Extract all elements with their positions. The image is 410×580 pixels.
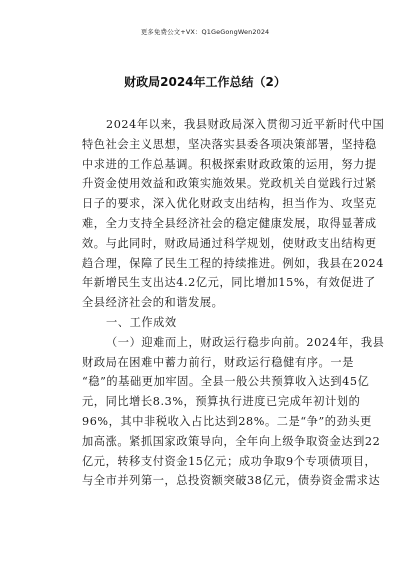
document-title: 财政局2024年工作总结（2） — [124, 75, 286, 89]
paragraph-1-line: 趋合理，保障了民生工程的持续推进。例如，我县在2024 — [82, 256, 384, 270]
paragraph-2-line: 96%，其中非税收入占比达到28%。二是“争”的劲头更 — [82, 414, 372, 428]
paragraph-1-line: 年新增民生支出达4.2亿元，同比增加15%，有效促进了 — [82, 276, 376, 290]
paragraph-1-line: 全县经济社会的和谐发展。 — [82, 296, 224, 310]
paragraph-2-line: 加高涨。紧抓国家政策导向，全年向上级争取资金达到22 — [82, 434, 381, 448]
paragraph-1-line: 2024年以来，我县财政局深入贯彻习近平新时代中国 — [106, 118, 385, 131]
paragraph-1-line: 效。与此同时，财政局通过科学规划，使财政支出结构更 — [82, 236, 377, 250]
paragraph-1-line: 日子的要求，深入优化财政支出结构，担当作为、攻坚克 — [82, 197, 377, 211]
paragraph-2-line: “稳”的基础更加牢固。全县一般公共预算收入达到45亿 — [82, 375, 370, 389]
paragraph-1-line: 难，全力支持全县经济社会的稳定健康发展，取得显著成 — [82, 216, 377, 230]
paragraph-2-line: 元，同比增长8.3%，预算执行进度已完成年初计划的 — [82, 395, 361, 409]
paragraph-1-line: 中求进的工作总基调。积极探索财政政策的运用，努力提 — [82, 157, 377, 171]
header-note: 更多免费公文+VX：Q1GeGongWen2024 — [140, 28, 270, 36]
paragraph-1-line: 升资金使用效益和政策实施效果。党政机关自觉践行过紧 — [82, 177, 377, 191]
paragraph-2-line: （一）迎难而上，财政运行稳步向前。2024年，我县 — [106, 335, 385, 349]
document-body — [82, 115, 385, 491]
section-heading: 一、工作成效 — [106, 315, 177, 329]
paragraph-1-line: 特色社会主义思想，坚决落实县委各项决策部署，坚持稳 — [82, 137, 377, 151]
paragraph-2-line: 亿元，转移支付资金15亿元；成功争取9个专项债项目， — [82, 454, 377, 468]
paragraph-2-line: 与全市并列第一，总投资额突破38亿元，债券资金需求达 — [82, 474, 381, 488]
paragraph-2-line: 财政局在困难中蓄力前行，财政运行稳健有序。一是 — [82, 355, 354, 369]
